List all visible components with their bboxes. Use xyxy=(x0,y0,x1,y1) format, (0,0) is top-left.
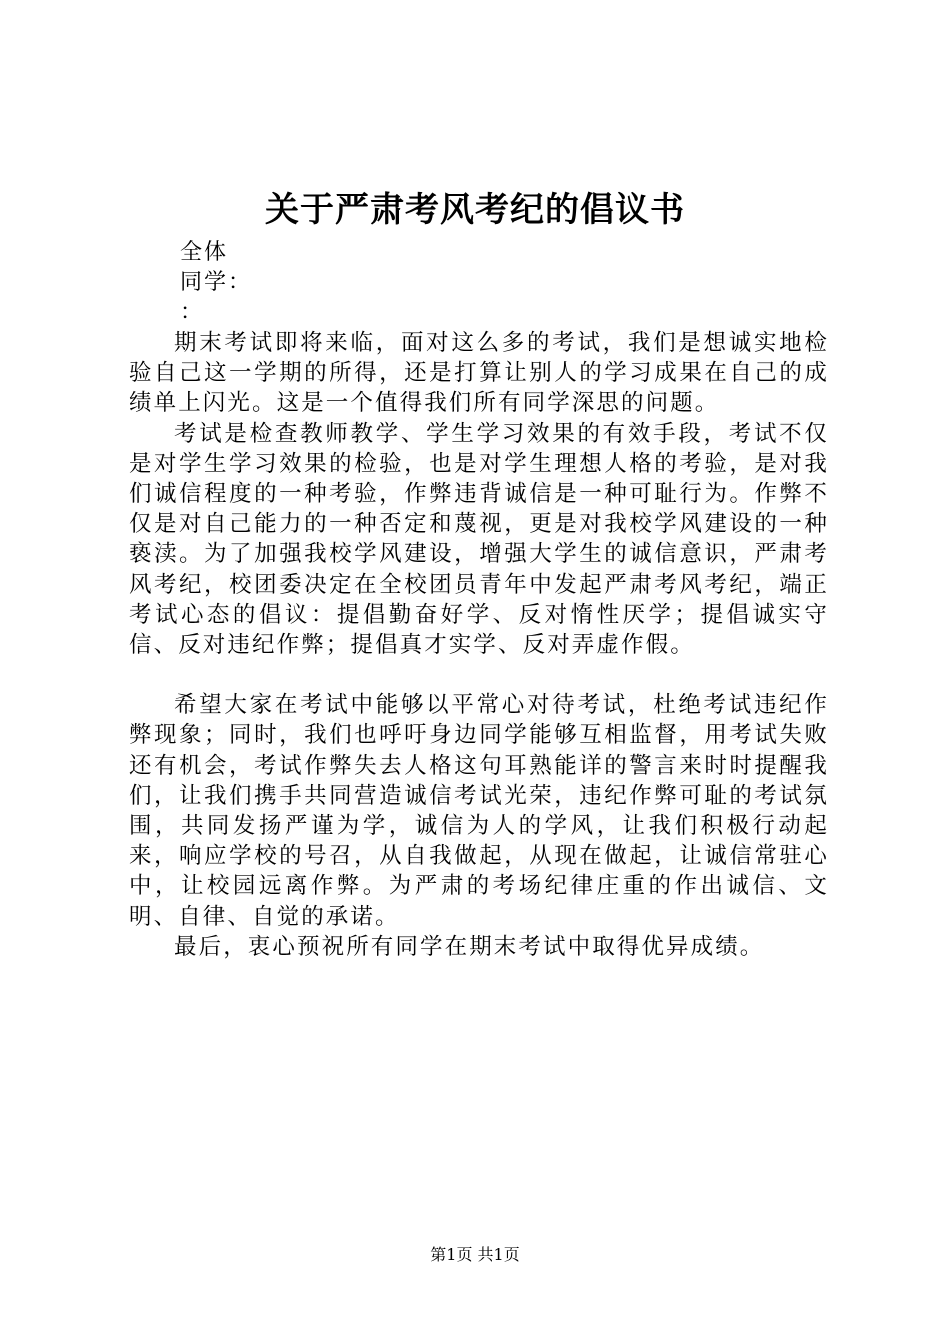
salutation-line-3: ： xyxy=(180,300,205,325)
paragraph-2: 考试是检查教师教学、学生学习效果的有效手段，考试不仅是对学生学习效果的检验，也是对学生理想人格的考验，是对我们诚信程度的一种考验，作弊违背诚信是一种可耻行为。作弊不仅是对自己能力的一种否定和蔑视，更是对我校学风建设的一种亵渎。为了加强我校学风建设，增强大学生的诚信意识，严肃考风考纪，校团委决定在全校团员青年中发起严肃考风考纪，端正考试心态的倡议：提倡勤奋好学、反对惰性厌学；提倡诚实守信、反对违纪作弊；提倡真才实学、反对弄虚作假。 xyxy=(129,420,829,659)
paragraph-1: 期末考试即将来临，面对这么多的考试，我们是想诚实地检验自己这一学期的所得，还是打算让别人的学习成果在自己的成绩单上闪光。这是一个值得我们所有同学深思的问题。 xyxy=(129,330,829,417)
paragraph-3: 希望大家在考试中能够以平常心对待考试，杜绝考试违纪作弊现象；同时，我们也呼吁身边同学能够互相监督，用考试失败还有机会，考试作弊失去人格这句耳熟能详的警言来时时提醒我们，让我们携手共同营造诚信考试光荣，违纪作弊可耻的考试氛围，共同发扬严谨为学，诚信为人的学风，让我们积极行动起来，响应学校的号召，从自我做起，从现在做起，让诚信常驻心中，让校园远离作弊。为严肃的考场纪律庄重的作出诚信、文明、自律、自觉的承诺。 xyxy=(129,692,829,930)
salutation xyxy=(180,238,252,328)
paragraph-4: 最后，衷心预祝所有同学在期末考试中取得优异成绩。 xyxy=(174,933,765,960)
document-title: 关于严肃考风考纪的倡议书 xyxy=(265,190,685,230)
salutation-line-2: 同学： xyxy=(180,270,253,295)
salutation-line-1: 全体 xyxy=(180,240,229,265)
document-body xyxy=(129,328,829,962)
page-footer: 第1页 共1页 xyxy=(430,1245,520,1264)
